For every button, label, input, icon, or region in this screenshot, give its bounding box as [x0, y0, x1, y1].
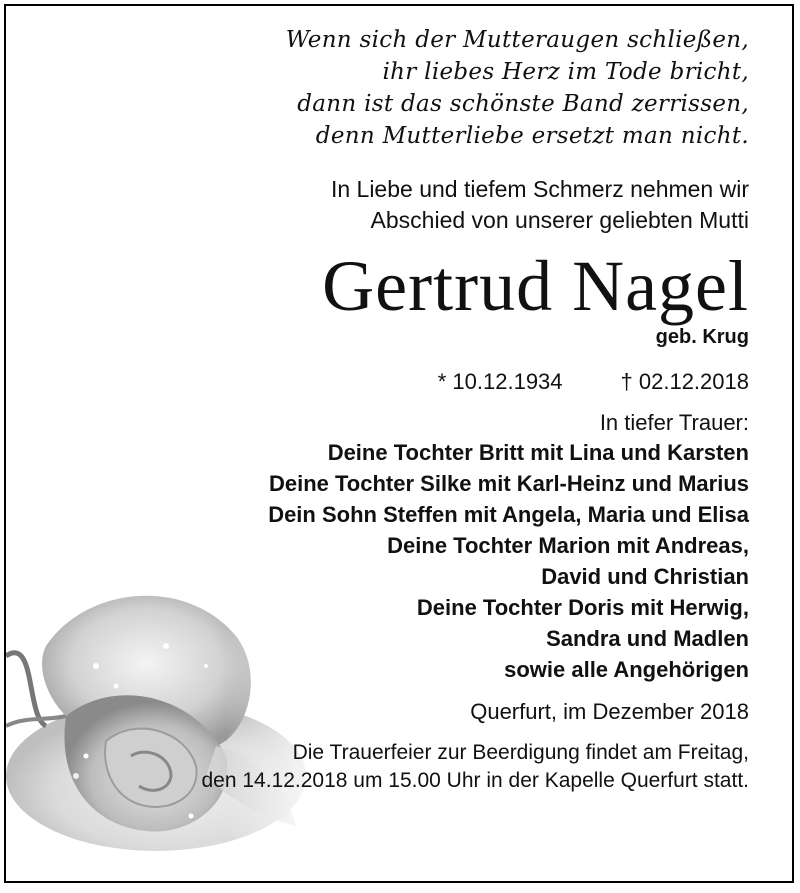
birth-date: * 10.12.1934: [437, 369, 563, 394]
death-date: † 02.12.2018: [620, 369, 749, 394]
mourner-line: Sandra und Madlen: [546, 626, 749, 651]
place-date: Querfurt, im Dezember 2018: [470, 699, 749, 724]
intro-text: [49, 174, 749, 236]
intro-line: Abschied von unserer geliebten Mutti: [370, 207, 749, 233]
intro-line: In Liebe und tiefem Schmerz nehmen wir: [330, 176, 749, 202]
life-dates: [49, 368, 749, 396]
mourner-line: sowie alle Angehörigen: [504, 657, 749, 682]
funeral-line: den 14.12.2018 um 15.00 Uhr in der Kapelle Querfurt statt.: [201, 769, 749, 792]
mourner-line: David und Christian: [541, 564, 749, 589]
mourner-line: Deine Tochter Britt mit Lina und Karsten: [327, 440, 749, 465]
poem-line: denn Mutterliebe ersetzt man nicht.: [315, 123, 749, 149]
mourning-label: In tiefer Trauer:: [599, 410, 749, 435]
poem-line: Wenn sich der Mutteraugen schließen,: [285, 27, 749, 53]
funeral-line: Die Trauerfeier zur Beerdigung findet am Freitag,: [292, 741, 749, 764]
poem-line: ihr liebes Herz im Tode bricht,: [382, 59, 749, 85]
funeral-info: [49, 739, 749, 795]
deceased-name: Gertrud Nagel: [322, 246, 749, 326]
poem-line: dann ist das schönste Band zerrissen,: [297, 91, 749, 117]
notice-content: [49, 24, 749, 795]
mourner-line: Deine Tochter Doris mit Herwig,: [416, 595, 749, 620]
birth-name: geb. Krug: [655, 326, 749, 348]
poem: [49, 24, 749, 152]
mourner-line: Dein Sohn Steffen mit Angela, Maria und Elisa: [268, 502, 749, 527]
mourner-line: Deine Tochter Silke mit Karl-Heinz und Marius: [268, 471, 749, 496]
mourners-list: [49, 437, 749, 685]
mourner-line: Deine Tochter Marion mit Andreas,: [387, 533, 749, 558]
obituary-notice: [4, 4, 794, 883]
